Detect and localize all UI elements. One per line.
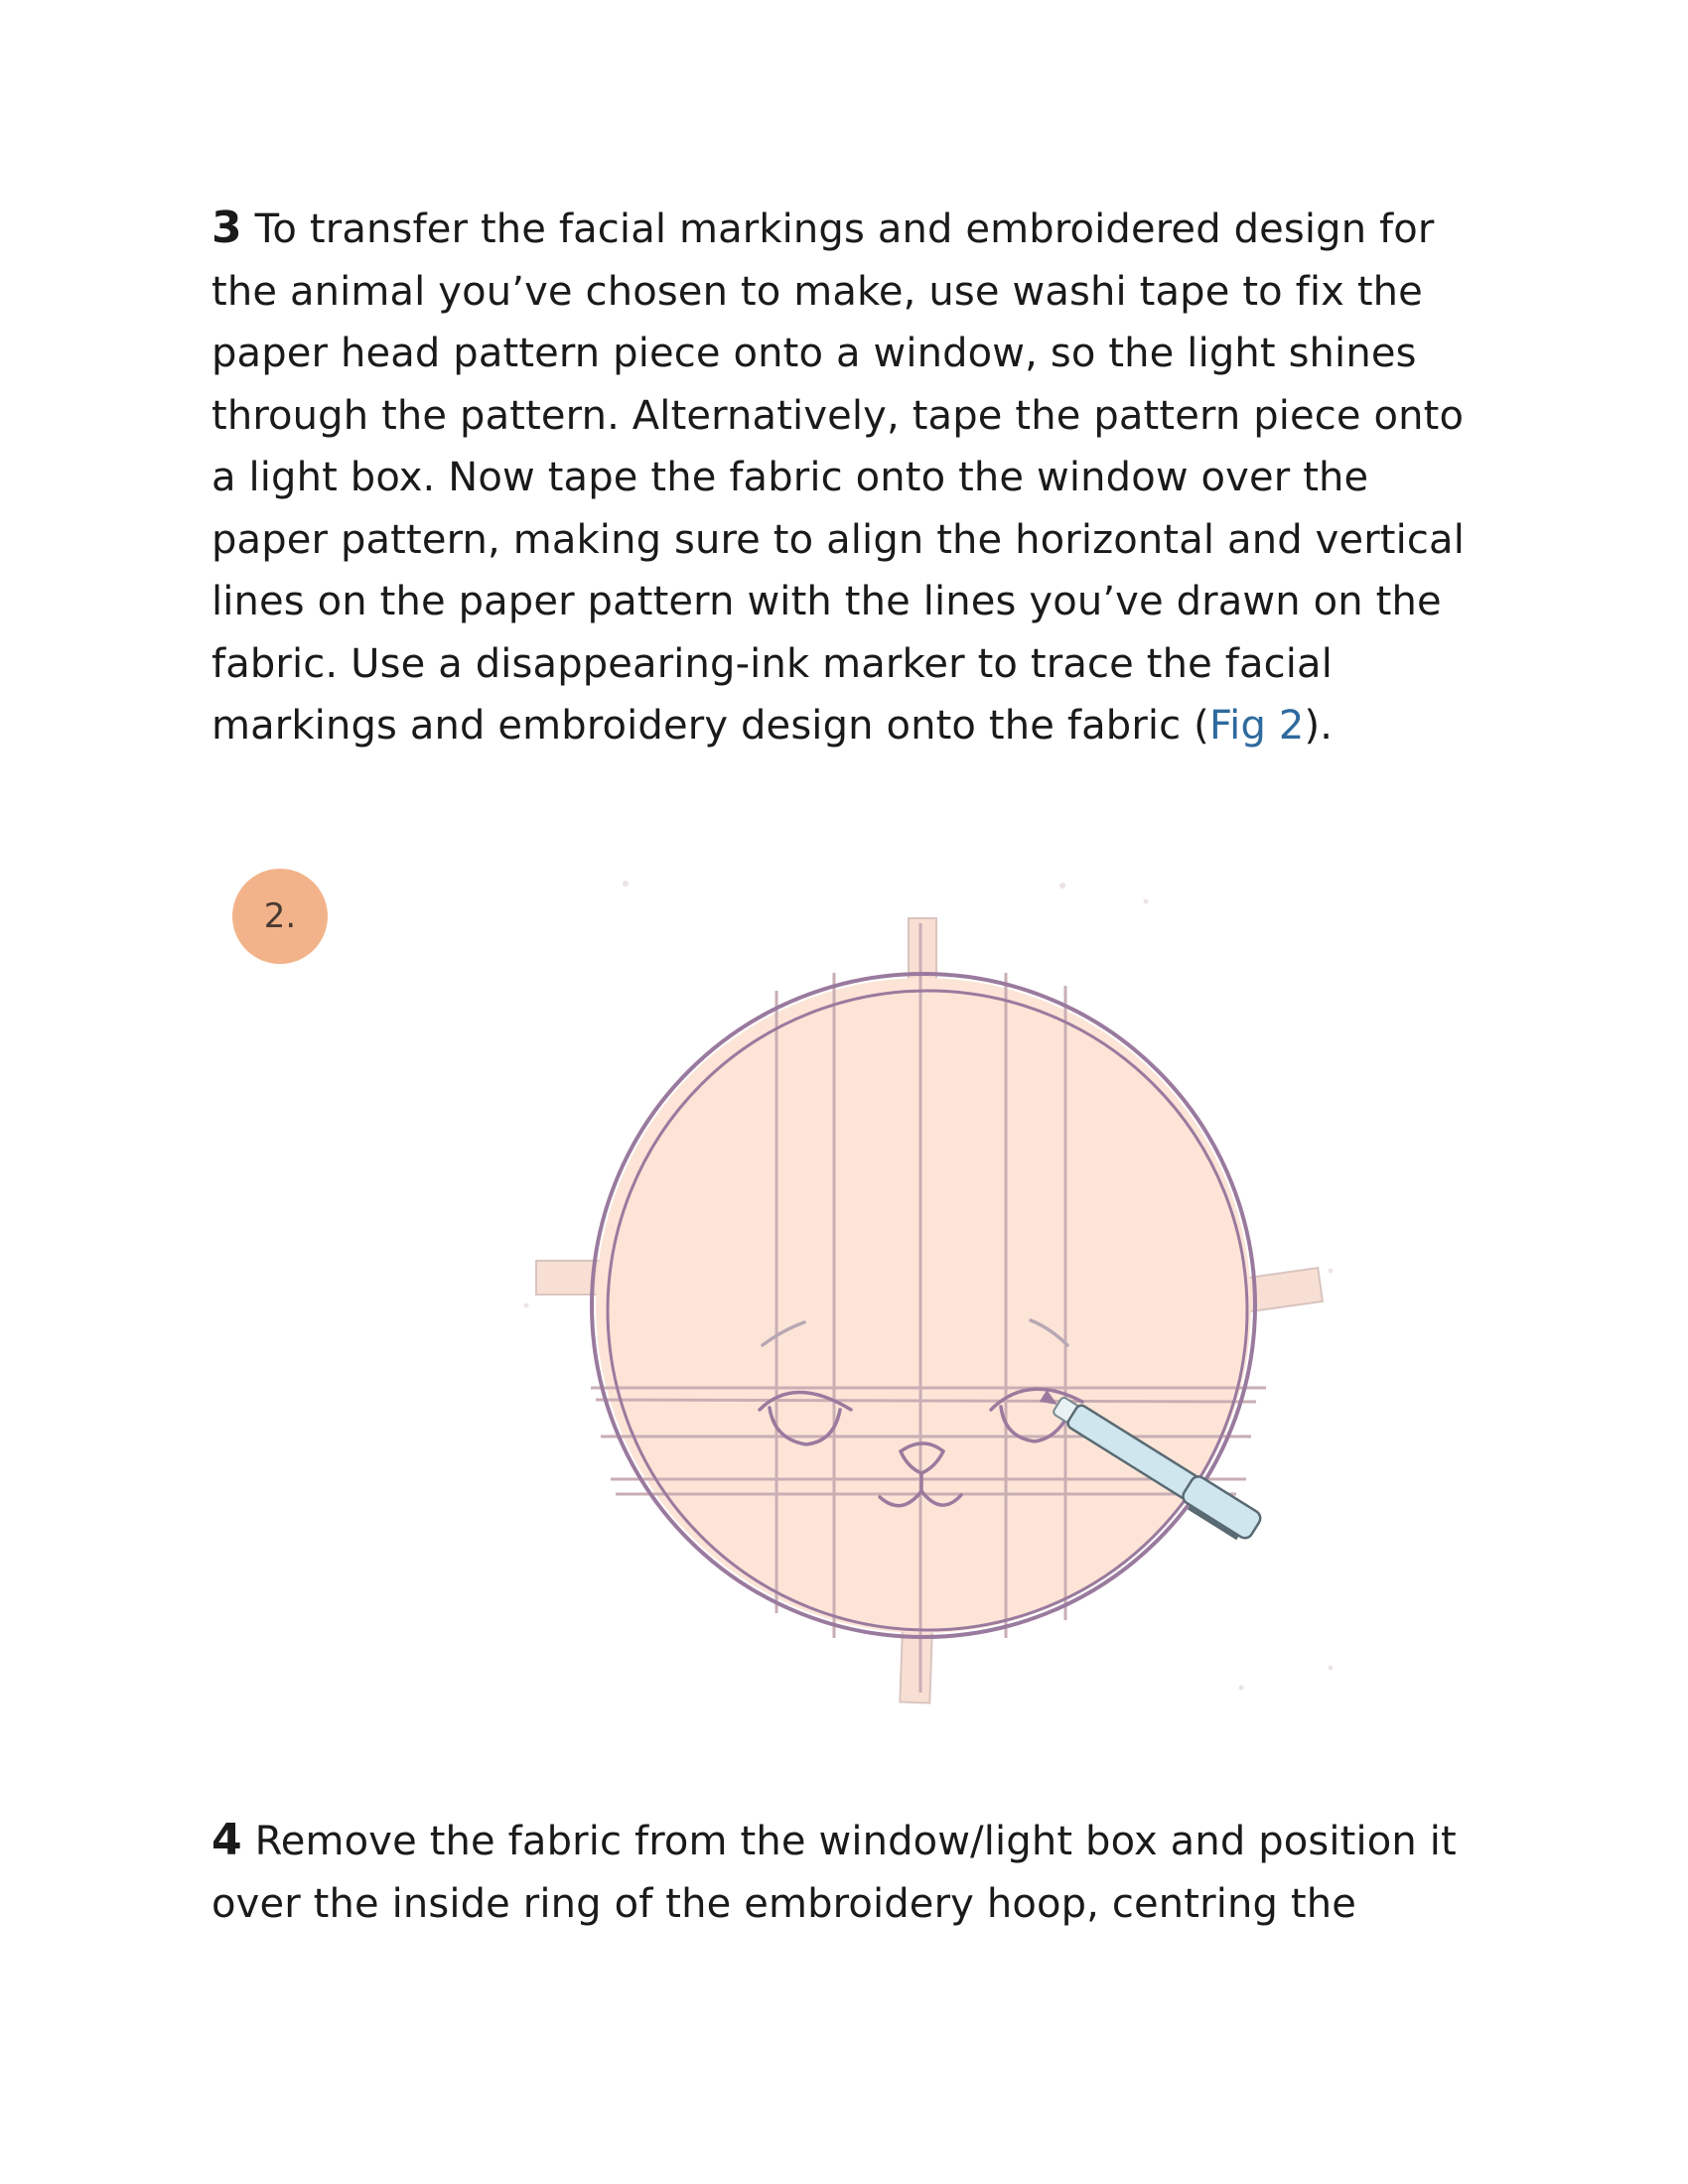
step-3-paragraph [211,198,1492,757]
step-4-text: Remove the fabric from the window/light box and position it over the inside ring of the embroidery hoop, centring the [211,1819,1457,1927]
step-number: 3 [211,203,242,253]
fig-2-illustration [516,874,1390,1727]
step-3-text: To transfer the facial markings and embroidered design for the animal you’ve chosen to make, use washi tape to fix the paper head pattern piece onto a window, so the light shines through the pattern. Alternatively, tape the pattern piece onto a light box. Now tape the fabric onto the window over the paper pattern, making sure to align the horizontal and vertical lines on the paper pattern with the lines you’ve drawn on the fabric. Use a disappearing-ink marker to trace the facial markings and embroidery design onto the fabric ( [211,206,1465,749]
figure-number-badge: 2. [232,869,328,964]
fabric-circle [596,978,1251,1633]
step-4-paragraph [211,1810,1492,1935]
fig-2-link[interactable]: Fig 2 [1208,703,1305,749]
step-3-text-end: ). [1304,703,1334,749]
step-number: 4 [211,1815,242,1865]
